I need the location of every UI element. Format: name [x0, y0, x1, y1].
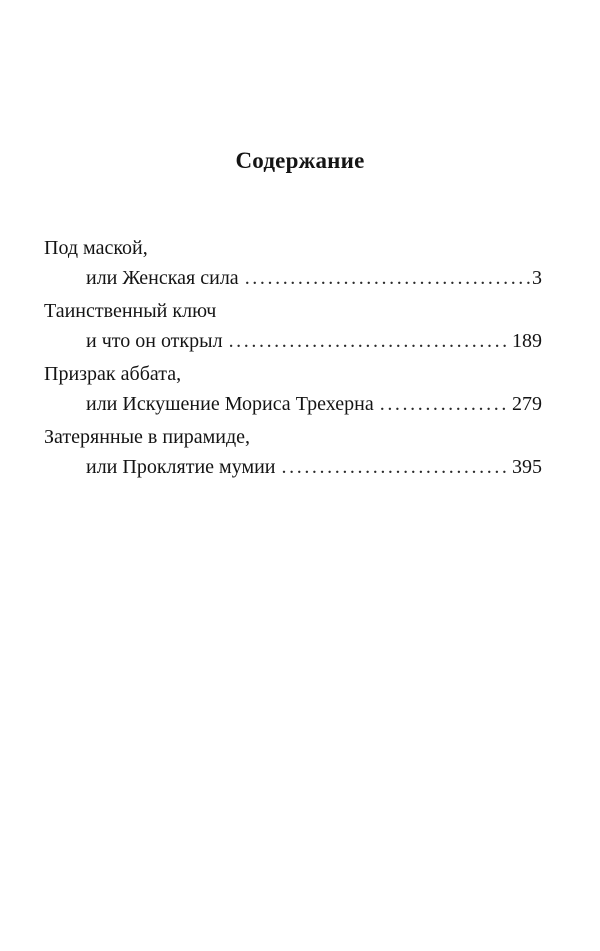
toc-entry-title: Под маской,: [44, 237, 148, 259]
toc-entry: [44, 359, 542, 422]
dot-leader: [245, 263, 530, 293]
toc-entry: [44, 233, 542, 296]
toc-entry: [44, 296, 542, 359]
dot-leader: [282, 452, 510, 482]
dot-leader: [229, 326, 510, 356]
toc-entry-subtitle-row: [86, 389, 542, 419]
toc-entry: [44, 422, 542, 485]
toc-entry-subtitle: или Женская сила: [86, 267, 239, 289]
toc-entry-page-number: 3: [532, 267, 542, 289]
toc-entry-subtitle-row: [86, 452, 542, 482]
toc-entry-page-number: 395: [512, 456, 542, 478]
toc-entry-title: Призрак аббата,: [44, 363, 182, 385]
toc-entry-page-number: 189: [512, 330, 542, 352]
toc-entry-page-number: 279: [512, 393, 542, 415]
dot-leader: [380, 389, 510, 419]
toc-entry-subtitle-row: [86, 326, 542, 356]
toc-entry-subtitle-row: [86, 263, 542, 293]
toc-entry-subtitle: или Искушение Мориса Трехерна: [86, 393, 374, 415]
toc-entry-subtitle: или Проклятие мумии: [86, 456, 276, 478]
toc-entry-subtitle: и что он открыл: [86, 330, 223, 352]
table-of-contents: [44, 233, 542, 485]
toc-entry-title: Затерянные в пирамиде,: [44, 426, 251, 448]
toc-entry-title: Таинственный ключ: [44, 300, 217, 322]
toc-title: Содержание: [235, 148, 365, 173]
